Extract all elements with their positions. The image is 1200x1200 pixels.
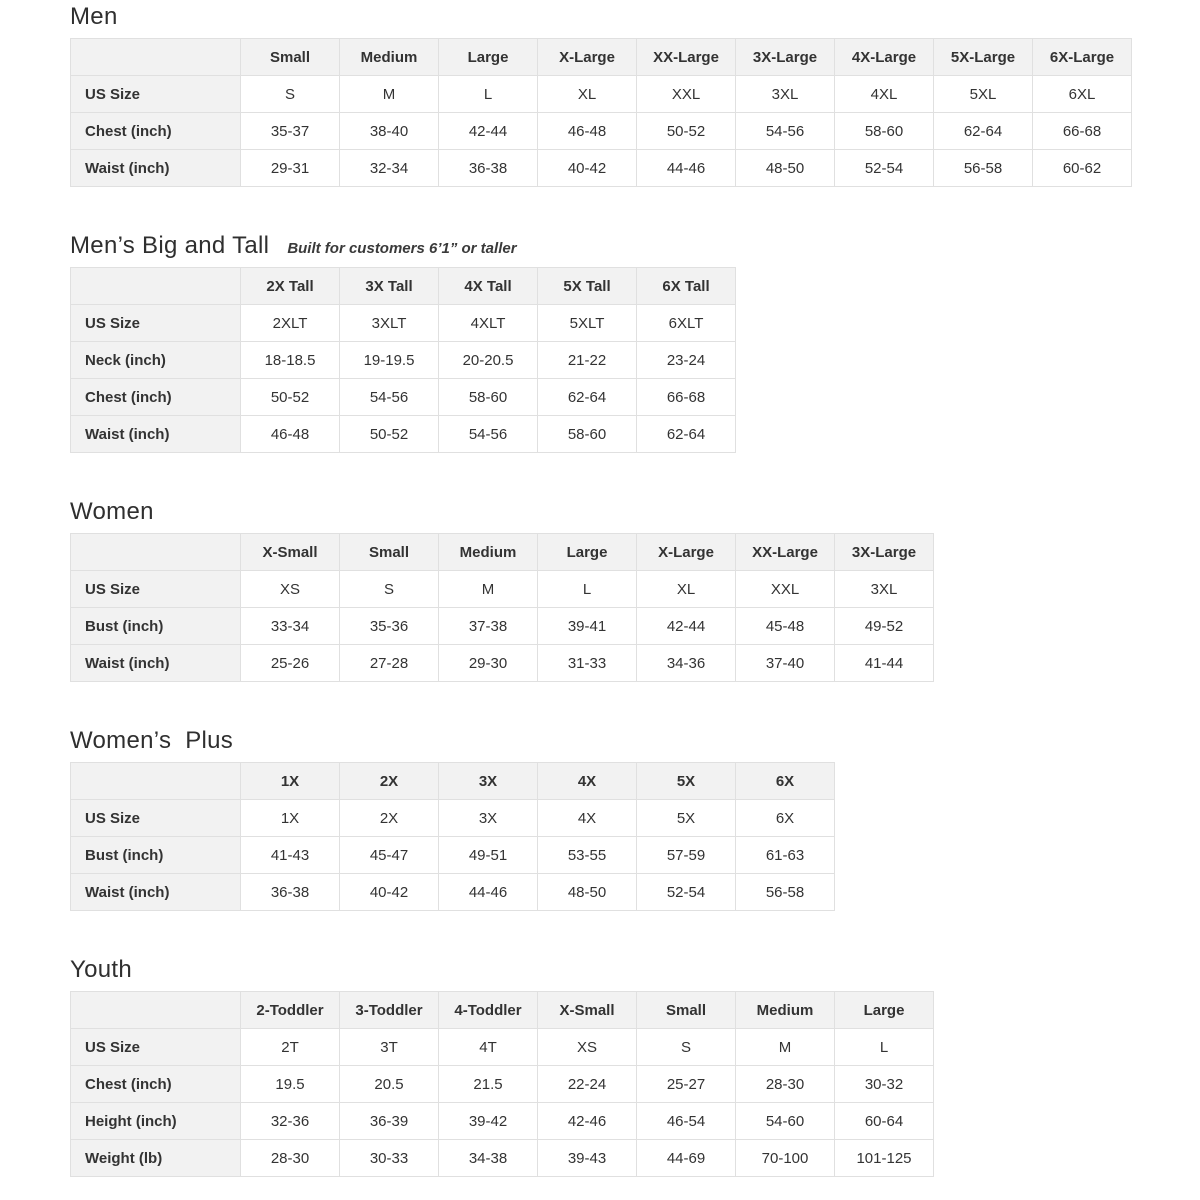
corner-cell <box>71 534 241 571</box>
column-header: Large <box>538 534 637 571</box>
cell-value: 30-32 <box>835 1066 934 1103</box>
womens-plus-size-table <box>70 762 835 911</box>
cell-value: XS <box>538 1029 637 1066</box>
section-womens-plus-title-row <box>70 728 1200 754</box>
cell-value: 31-33 <box>538 645 637 682</box>
women-size-table <box>70 533 934 682</box>
cell-value: 39-42 <box>439 1103 538 1140</box>
cell-value: 25-26 <box>241 645 340 682</box>
corner-cell <box>71 992 241 1029</box>
cell-value: 39-43 <box>538 1140 637 1177</box>
section-mens-big-and-tall-subtitle: Built for customers 6’1” or taller <box>287 240 517 257</box>
column-header: 5X <box>637 763 736 800</box>
cell-value: 66-68 <box>1033 113 1132 150</box>
cell-value: 29-30 <box>439 645 538 682</box>
table-row <box>71 571 934 608</box>
cell-value: XXL <box>736 571 835 608</box>
mens-big-and-tall-size-table <box>70 267 736 453</box>
column-header: 5X Tall <box>538 268 637 305</box>
cell-value: 46-54 <box>637 1103 736 1140</box>
row-label: US Size <box>71 1029 241 1066</box>
cell-value: L <box>538 571 637 608</box>
cell-value: 50-52 <box>340 416 439 453</box>
column-header: X-Small <box>538 992 637 1029</box>
column-header: X-Large <box>637 534 736 571</box>
cell-value: 34-38 <box>439 1140 538 1177</box>
cell-value: 62-64 <box>934 113 1033 150</box>
cell-value: 21.5 <box>439 1066 538 1103</box>
cell-value: 37-38 <box>439 608 538 645</box>
cell-value: 45-48 <box>736 608 835 645</box>
cell-value: 41-44 <box>835 645 934 682</box>
table-row <box>71 837 835 874</box>
cell-value: 28-30 <box>241 1140 340 1177</box>
cell-value: 52-54 <box>637 874 736 911</box>
section-womens-plus <box>70 728 1200 911</box>
cell-value: 36-38 <box>241 874 340 911</box>
row-label: Waist (inch) <box>71 645 241 682</box>
cell-value: 36-38 <box>439 150 538 187</box>
cell-value: 40-42 <box>538 150 637 187</box>
cell-value: 3XL <box>835 571 934 608</box>
corner-cell <box>71 268 241 305</box>
section-youth <box>70 957 1200 1177</box>
column-header: 3X <box>439 763 538 800</box>
cell-value: 2X <box>340 800 439 837</box>
cell-value: S <box>340 571 439 608</box>
cell-value: 46-48 <box>241 416 340 453</box>
cell-value: 41-43 <box>241 837 340 874</box>
section-men-title: Men <box>70 3 118 30</box>
cell-value: 56-58 <box>934 150 1033 187</box>
cell-value: 27-28 <box>340 645 439 682</box>
header-row <box>71 763 835 800</box>
cell-value: 23-24 <box>637 342 736 379</box>
row-label: Chest (inch) <box>71 1066 241 1103</box>
column-header: X-Small <box>241 534 340 571</box>
column-header: 4X-Large <box>835 39 934 76</box>
cell-value: 4X <box>538 800 637 837</box>
section-mens-big-and-tall-title: Men’s Big and Tall <box>70 232 270 259</box>
cell-value: 3XLT <box>340 305 439 342</box>
table-row <box>71 113 1132 150</box>
cell-value: 46-48 <box>538 113 637 150</box>
row-label: Waist (inch) <box>71 150 241 187</box>
row-label: Waist (inch) <box>71 874 241 911</box>
cell-value: 54-56 <box>340 379 439 416</box>
column-header: 2X Tall <box>241 268 340 305</box>
cell-value: 4XLT <box>439 305 538 342</box>
row-label: Chest (inch) <box>71 379 241 416</box>
cell-value: 3XL <box>736 76 835 113</box>
cell-value: 30-33 <box>340 1140 439 1177</box>
cell-value: 101-125 <box>835 1140 934 1177</box>
cell-value: 49-52 <box>835 608 934 645</box>
row-label: Bust (inch) <box>71 608 241 645</box>
cell-value: 22-24 <box>538 1066 637 1103</box>
cell-value: 42-44 <box>439 113 538 150</box>
table-row <box>71 1029 934 1066</box>
column-header: 3X-Large <box>835 534 934 571</box>
cell-value: M <box>736 1029 835 1066</box>
cell-value: 40-42 <box>340 874 439 911</box>
column-header: Medium <box>736 992 835 1029</box>
cell-value: 44-46 <box>637 150 736 187</box>
table-row <box>71 76 1132 113</box>
cell-value: 20.5 <box>340 1066 439 1103</box>
row-label: Chest (inch) <box>71 113 241 150</box>
cell-value: 60-64 <box>835 1103 934 1140</box>
section-men-title-row <box>70 4 1200 30</box>
row-label: Weight (lb) <box>71 1140 241 1177</box>
cell-value: XL <box>538 76 637 113</box>
corner-cell <box>71 39 241 76</box>
cell-value: 2XLT <box>241 305 340 342</box>
header-row <box>71 992 934 1029</box>
column-header: 5X-Large <box>934 39 1033 76</box>
row-label: US Size <box>71 571 241 608</box>
row-label: Waist (inch) <box>71 416 241 453</box>
cell-value: 5XL <box>934 76 1033 113</box>
column-header: 6X-Large <box>1033 39 1132 76</box>
cell-value: 62-64 <box>637 416 736 453</box>
column-header: 6X Tall <box>637 268 736 305</box>
table-row <box>71 342 736 379</box>
header-row <box>71 39 1132 76</box>
column-header: 3-Toddler <box>340 992 439 1029</box>
corner-cell <box>71 763 241 800</box>
cell-value: 6XL <box>1033 76 1132 113</box>
cell-value: 4T <box>439 1029 538 1066</box>
column-header: 3X Tall <box>340 268 439 305</box>
cell-value: 6XLT <box>637 305 736 342</box>
cell-value: 58-60 <box>439 379 538 416</box>
cell-value: 5XLT <box>538 305 637 342</box>
cell-value: 70-100 <box>736 1140 835 1177</box>
table-row <box>71 416 736 453</box>
cell-value: 54-56 <box>736 113 835 150</box>
cell-value: 18-18.5 <box>241 342 340 379</box>
cell-value: 37-40 <box>736 645 835 682</box>
table-row <box>71 608 934 645</box>
cell-value: 60-62 <box>1033 150 1132 187</box>
cell-value: 3T <box>340 1029 439 1066</box>
table-row <box>71 645 934 682</box>
cell-value: 35-37 <box>241 113 340 150</box>
cell-value: M <box>439 571 538 608</box>
column-header: 6X <box>736 763 835 800</box>
men-size-table <box>70 38 1132 187</box>
cell-value: 50-52 <box>241 379 340 416</box>
section-women-title-row <box>70 499 1200 525</box>
cell-value: 44-69 <box>637 1140 736 1177</box>
cell-value: 3X <box>439 800 538 837</box>
cell-value: 38-40 <box>340 113 439 150</box>
table-row <box>71 305 736 342</box>
cell-value: 25-27 <box>637 1066 736 1103</box>
row-label: US Size <box>71 305 241 342</box>
cell-value: 32-34 <box>340 150 439 187</box>
section-youth-title: Youth <box>70 956 133 983</box>
column-header: Small <box>637 992 736 1029</box>
cell-value: 58-60 <box>835 113 934 150</box>
row-label: Bust (inch) <box>71 837 241 874</box>
cell-value: 49-51 <box>439 837 538 874</box>
table-row <box>71 1140 934 1177</box>
table-row <box>71 874 835 911</box>
section-mens-big-and-tall-title-row <box>70 233 1200 259</box>
cell-value: 19-19.5 <box>340 342 439 379</box>
cell-value: L <box>835 1029 934 1066</box>
cell-value: 32-36 <box>241 1103 340 1140</box>
cell-value: 1X <box>241 800 340 837</box>
column-header: Medium <box>340 39 439 76</box>
column-header: Large <box>835 992 934 1029</box>
cell-value: 44-46 <box>439 874 538 911</box>
row-label: Height (inch) <box>71 1103 241 1140</box>
cell-value: 2T <box>241 1029 340 1066</box>
column-header: Medium <box>439 534 538 571</box>
column-header: 4X <box>538 763 637 800</box>
section-women <box>70 499 1200 682</box>
cell-value: 53-55 <box>538 837 637 874</box>
table-row <box>71 800 835 837</box>
cell-value: L <box>439 76 538 113</box>
row-label: US Size <box>71 800 241 837</box>
table-row <box>71 150 1132 187</box>
column-header: X-Large <box>538 39 637 76</box>
cell-value: 35-36 <box>340 608 439 645</box>
column-header: Large <box>439 39 538 76</box>
cell-value: M <box>340 76 439 113</box>
cell-value: S <box>241 76 340 113</box>
cell-value: 20-20.5 <box>439 342 538 379</box>
cell-value: 19.5 <box>241 1066 340 1103</box>
column-header: 3X-Large <box>736 39 835 76</box>
column-header: XX-Large <box>736 534 835 571</box>
cell-value: 42-44 <box>637 608 736 645</box>
cell-value: S <box>637 1029 736 1066</box>
cell-value: 45-47 <box>340 837 439 874</box>
table-row <box>71 379 736 416</box>
cell-value: 62-64 <box>538 379 637 416</box>
cell-value: 48-50 <box>538 874 637 911</box>
column-header: 1X <box>241 763 340 800</box>
column-header: 4-Toddler <box>439 992 538 1029</box>
section-mens-big-and-tall <box>70 233 1200 453</box>
cell-value: 42-46 <box>538 1103 637 1140</box>
cell-value: 33-34 <box>241 608 340 645</box>
column-header: 2X <box>340 763 439 800</box>
cell-value: 58-60 <box>538 416 637 453</box>
column-header: Small <box>340 534 439 571</box>
cell-value: XS <box>241 571 340 608</box>
column-header: 4X Tall <box>439 268 538 305</box>
column-header: XX-Large <box>637 39 736 76</box>
section-womens-plus-title: Women’s Plus <box>70 727 234 754</box>
header-row <box>71 268 736 305</box>
section-men <box>70 4 1200 187</box>
cell-value: 56-58 <box>736 874 835 911</box>
table-row <box>71 1103 934 1140</box>
cell-value: XL <box>637 571 736 608</box>
cell-value: 4XL <box>835 76 934 113</box>
cell-value: 57-59 <box>637 837 736 874</box>
cell-value: 6X <box>736 800 835 837</box>
header-row <box>71 534 934 571</box>
youth-size-table <box>70 991 934 1177</box>
cell-value: 29-31 <box>241 150 340 187</box>
row-label: Neck (inch) <box>71 342 241 379</box>
cell-value: 52-54 <box>835 150 934 187</box>
table-row <box>71 1066 934 1103</box>
cell-value: 28-30 <box>736 1066 835 1103</box>
cell-value: 39-41 <box>538 608 637 645</box>
cell-value: 21-22 <box>538 342 637 379</box>
section-youth-title-row <box>70 957 1200 983</box>
cell-value: 54-56 <box>439 416 538 453</box>
column-header: Small <box>241 39 340 76</box>
cell-value: 48-50 <box>736 150 835 187</box>
row-label: US Size <box>71 76 241 113</box>
cell-value: XXL <box>637 76 736 113</box>
cell-value: 36-39 <box>340 1103 439 1140</box>
column-header: 2-Toddler <box>241 992 340 1029</box>
cell-value: 5X <box>637 800 736 837</box>
cell-value: 61-63 <box>736 837 835 874</box>
cell-value: 66-68 <box>637 379 736 416</box>
cell-value: 34-36 <box>637 645 736 682</box>
cell-value: 54-60 <box>736 1103 835 1140</box>
cell-value: 50-52 <box>637 113 736 150</box>
section-women-title: Women <box>70 498 154 525</box>
